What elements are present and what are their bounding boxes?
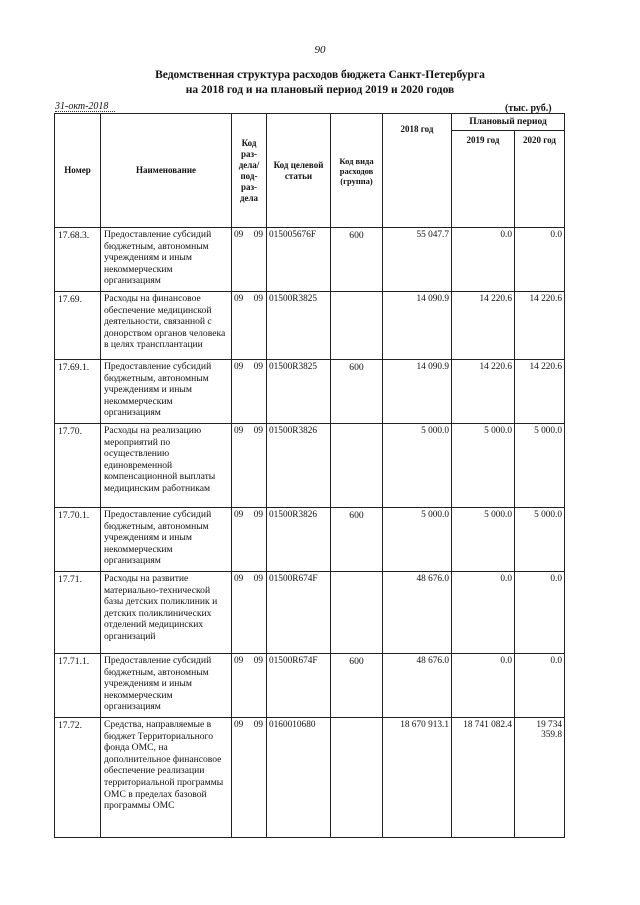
header-name: Наименование bbox=[101, 114, 232, 228]
row-amount-2018: 14 090.9 bbox=[383, 292, 452, 360]
row-amount-2020: 19 734 359.8 bbox=[515, 718, 565, 838]
header-2020: 2020 год bbox=[515, 131, 565, 228]
row-amount-2020: 14 220.6 bbox=[515, 360, 565, 424]
row-razdel bbox=[232, 508, 267, 572]
table-row bbox=[55, 654, 565, 718]
row-amount-2020: 5 000.0 bbox=[515, 508, 565, 572]
razdel-code: 09 bbox=[234, 426, 244, 436]
table-row bbox=[55, 572, 565, 654]
row-name: Предоставление субсидий бюджетным, автономным учреждениям и иным некоммерческим организациям bbox=[101, 508, 232, 572]
row-target-code: 01500R674F bbox=[267, 654, 331, 718]
table-row bbox=[55, 718, 565, 838]
row-amount-2019: 5 000.0 bbox=[452, 508, 515, 572]
table-row bbox=[55, 508, 565, 572]
title-line-1: Ведомственная структура расходов бюджета Санкт-Петербурга bbox=[155, 69, 485, 81]
row-vid-code: 600 bbox=[331, 228, 383, 292]
podrazdel-code: 09 bbox=[253, 426, 263, 436]
row-vid-code: 600 bbox=[331, 360, 383, 424]
row-vid-code bbox=[331, 424, 383, 508]
row-vid-code bbox=[331, 718, 383, 838]
date-underline bbox=[55, 111, 115, 112]
table-row bbox=[55, 292, 565, 360]
document-title bbox=[0, 68, 640, 98]
podrazdel-code: 09 bbox=[253, 656, 263, 666]
razdel-code: 09 bbox=[234, 230, 244, 240]
row-name: Предоставление субсидий бюджетным, автономным учреждениям и иным некоммерческим организациям bbox=[101, 360, 232, 424]
budget-table bbox=[54, 113, 565, 838]
title-line-2: на 2018 год и на плановый период 2019 и 2020 годов bbox=[185, 84, 455, 96]
row-amount-2020: 0.0 bbox=[515, 572, 565, 654]
row-amount-2019: 0.0 bbox=[452, 572, 515, 654]
row-number: 17.72. bbox=[55, 718, 101, 838]
podrazdel-code: 09 bbox=[253, 574, 263, 584]
podrazdel-code: 09 bbox=[253, 230, 263, 240]
row-name: Расходы на реализацию мероприятий по осуществлению единовременной компенсационной выплаты медицинским работникам bbox=[101, 424, 232, 508]
row-name: Расходы на развитие материально-технической базы детских поликлиник и детских поликлинических отделений медицинских организаций bbox=[101, 572, 232, 654]
header-plan-period: Плановый период bbox=[452, 114, 565, 131]
row-number: 17.71.1. bbox=[55, 654, 101, 718]
podrazdel-code: 09 bbox=[253, 294, 263, 304]
row-razdel bbox=[232, 654, 267, 718]
razdel-code: 09 bbox=[234, 510, 244, 520]
row-amount-2019: 5 000.0 bbox=[452, 424, 515, 508]
row-target-code: 01500R674F bbox=[267, 572, 331, 654]
row-number: 17.69.1. bbox=[55, 360, 101, 424]
document-date: 31-окт-2018 bbox=[55, 101, 109, 112]
row-amount-2019: 0.0 bbox=[452, 654, 515, 718]
header-razdel: Код раз-дела/ под-раз-дела bbox=[232, 114, 267, 228]
row-number: 17.68.3. bbox=[55, 228, 101, 292]
row-amount-2020: 14 220.6 bbox=[515, 292, 565, 360]
row-amount-2018: 18 670 913.1 bbox=[383, 718, 452, 838]
row-amount-2018: 48 676.0 bbox=[383, 572, 452, 654]
row-name: Средства, направляемые в бюджет Территориального фонда ОМС, на дополнительное финансовое обеспечение реализации территориальной программы ОМС в пределах базовой программы ОМС bbox=[101, 718, 232, 838]
row-number: 17.70.1. bbox=[55, 508, 101, 572]
row-amount-2019: 14 220.6 bbox=[452, 360, 515, 424]
row-name: Предоставление субсидий бюджетным, автономным учреждениям и иным некоммерческим организациям bbox=[101, 228, 232, 292]
razdel-code: 09 bbox=[234, 574, 244, 584]
row-razdel bbox=[232, 718, 267, 838]
row-amount-2019: 18 741 082.4 bbox=[452, 718, 515, 838]
page-number: 90 bbox=[314, 44, 326, 56]
row-vid-code bbox=[331, 292, 383, 360]
row-target-code: 0160010680 bbox=[267, 718, 331, 838]
table-row bbox=[55, 360, 565, 424]
row-amount-2018: 55 047.7 bbox=[383, 228, 452, 292]
row-target-code: 01500R3825 bbox=[267, 292, 331, 360]
row-amount-2018: 5 000.0 bbox=[383, 424, 452, 508]
row-amount-2018: 14 090.9 bbox=[383, 360, 452, 424]
row-number: 17.70. bbox=[55, 424, 101, 508]
row-amount-2020: 5 000.0 bbox=[515, 424, 565, 508]
podrazdel-code: 09 bbox=[253, 720, 263, 730]
header-vid: Код вида расходов (группа) bbox=[331, 114, 383, 228]
row-vid-code: 600 bbox=[331, 654, 383, 718]
row-amount-2019: 14 220.6 bbox=[452, 292, 515, 360]
row-vid-code: 600 bbox=[331, 508, 383, 572]
razdel-code: 09 bbox=[234, 294, 244, 304]
row-name: Расходы на финансовое обеспечение медицинской деятельности, связанной с донорством органов человека в целях трансплантации bbox=[101, 292, 232, 360]
row-amount-2020: 0.0 bbox=[515, 654, 565, 718]
table-row bbox=[55, 228, 565, 292]
razdel-code: 09 bbox=[234, 656, 244, 666]
row-razdel bbox=[232, 360, 267, 424]
row-name: Предоставление субсидий бюджетным, автономным учреждениям и иным некоммерческим организациям bbox=[101, 654, 232, 718]
header-target: Код целевой статьи bbox=[267, 114, 331, 228]
row-razdel bbox=[232, 292, 267, 360]
table-row bbox=[55, 424, 565, 508]
podrazdel-code: 09 bbox=[253, 362, 263, 372]
header-2018: 2018 год bbox=[383, 114, 452, 228]
podrazdel-code: 09 bbox=[253, 510, 263, 520]
razdel-code: 09 bbox=[234, 720, 244, 730]
row-razdel bbox=[232, 424, 267, 508]
row-amount-2019: 0.0 bbox=[452, 228, 515, 292]
row-target-code: 015005676F bbox=[267, 228, 331, 292]
razdel-code: 09 bbox=[234, 362, 244, 372]
row-number: 17.71. bbox=[55, 572, 101, 654]
header-2019: 2019 год bbox=[452, 131, 515, 228]
row-target-code: 01500R3826 bbox=[267, 424, 331, 508]
row-vid-code bbox=[331, 572, 383, 654]
row-amount-2018: 48 676.0 bbox=[383, 654, 452, 718]
row-amount-2018: 5 000.0 bbox=[383, 508, 452, 572]
row-target-code: 01500R3826 bbox=[267, 508, 331, 572]
row-amount-2020: 0.0 bbox=[515, 228, 565, 292]
row-razdel bbox=[232, 228, 267, 292]
row-target-code: 01500R3825 bbox=[267, 360, 331, 424]
header-number: Номер bbox=[55, 114, 101, 228]
row-number: 17.69. bbox=[55, 292, 101, 360]
row-razdel bbox=[232, 572, 267, 654]
units-label: (тыс. руб.) bbox=[505, 103, 552, 114]
